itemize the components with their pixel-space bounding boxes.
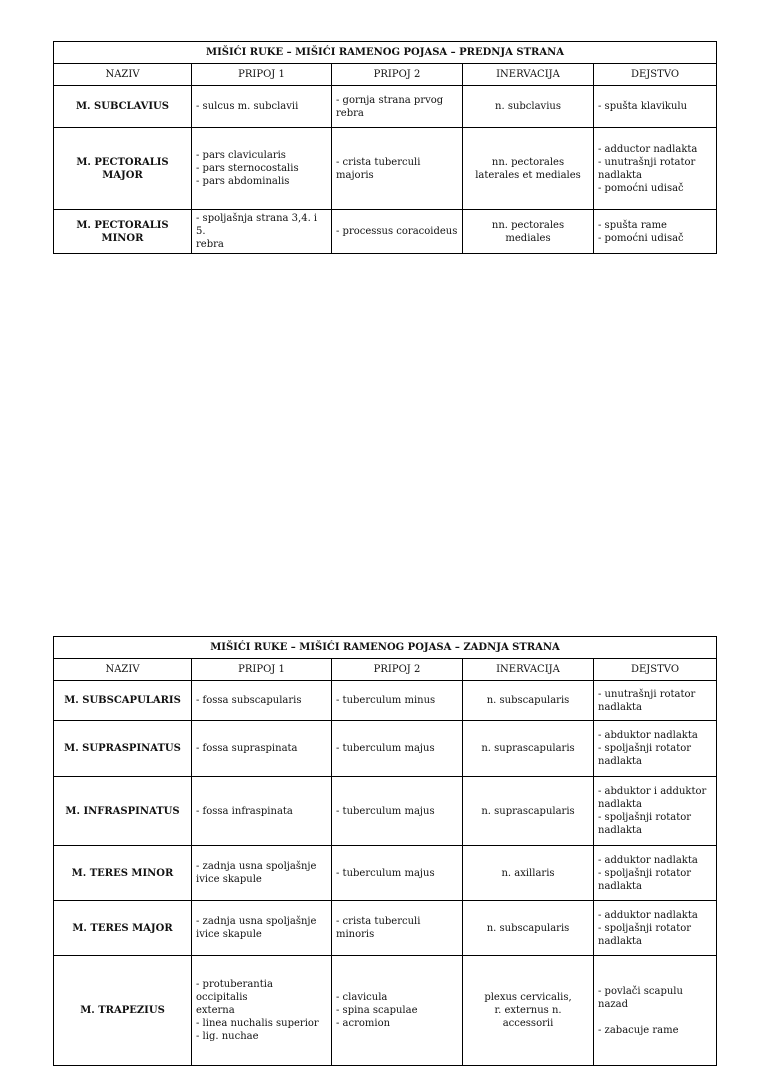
muscle-name: M. SUPRASPINATUS xyxy=(54,721,192,777)
inervacija-cell: n. suprascapularis xyxy=(463,777,594,846)
table-title: MIŠIĆI RUKE – MIŠIĆI RAMENOG POJASA – ZADNJA STRANA xyxy=(54,637,717,659)
header-dejstvo: DEJSTVO xyxy=(594,64,717,86)
header-naziv: NAZIV xyxy=(54,659,192,681)
pripoj-2-cell: - tuberculum majus xyxy=(332,777,463,846)
inervacija-cell: n. subscapularis xyxy=(463,681,594,721)
muscle-name: M. TRAPEZIUS xyxy=(54,956,192,1066)
muscle-table-back xyxy=(53,636,717,1066)
pripoj-2-cell: - crista tuberculi majoris xyxy=(332,128,463,210)
inervacija-cell: n. subclavius xyxy=(463,86,594,128)
dejstvo-cell: - abduktor nadlakta - spoljašnji rotator nadlakta xyxy=(594,721,717,777)
dejstvo-cell: - adductor nadlakta - unutrašnji rotator nadlakta - pomoćni udisač xyxy=(594,128,717,210)
dejstvo-cell: - unutrašnji rotator nadlakta xyxy=(594,681,717,721)
dejstvo-cell: - povlači scapulu nazad - zabacuje rame xyxy=(594,956,717,1066)
header-inervacija: INERVACIJA xyxy=(463,64,594,86)
header-inervacija: INERVACIJA xyxy=(463,659,594,681)
header-pripoj-2: PRIPOJ 2 xyxy=(332,64,463,86)
pripoj-1-cell: - fossa subscapularis xyxy=(192,681,332,721)
table-row xyxy=(54,86,717,128)
muscle-name: M. SUBSCAPULARIS xyxy=(54,681,192,721)
table-header-row xyxy=(54,64,717,86)
dejstvo-cell: - adduktor nadlakta - spoljašnji rotator nadlakta xyxy=(594,846,717,901)
table-header-row xyxy=(54,659,717,681)
table-row xyxy=(54,777,717,846)
pripoj-2-cell: - clavicula - spina scapulae - acromion xyxy=(332,956,463,1066)
pripoj-2-cell: - gornja strana prvog rebra xyxy=(332,86,463,128)
pripoj-1-cell: - spoljašnja strana 3,4. i 5. rebra xyxy=(192,210,332,254)
dejstvo-cell: - adduktor nadlakta - spoljašnji rotator nadlakta xyxy=(594,901,717,956)
pripoj-1-cell: - sulcus m. subclavii xyxy=(192,86,332,128)
header-pripoj-1: PRIPOJ 1 xyxy=(192,64,332,86)
pripoj-1-cell: - zadnja usna spoljašnje ivice skapule xyxy=(192,901,332,956)
table-row xyxy=(54,956,717,1066)
muscle-name: M. TERES MAJOR xyxy=(54,901,192,956)
header-pripoj-2: PRIPOJ 2 xyxy=(332,659,463,681)
pripoj-1-cell: - protuberantia occipitalis externa - linea nuchalis superior - lig. nuchae xyxy=(192,956,332,1066)
pripoj-2-cell: - tuberculum majus xyxy=(332,846,463,901)
inervacija-cell: nn. pectorales mediales xyxy=(463,210,594,254)
pripoj-1-cell: - pars clavicularis - pars sternocostalis - pars abdominalis xyxy=(192,128,332,210)
table-title: MIŠIĆI RUKE – MIŠIĆI RAMENOG POJASA – PREDNJA STRANA xyxy=(54,42,717,64)
pripoj-1-cell: - zadnja usna spoljašnje ivice skapule xyxy=(192,846,332,901)
pripoj-1-cell: - fossa infraspinata xyxy=(192,777,332,846)
table-row xyxy=(54,128,717,210)
muscle-table-front xyxy=(53,41,717,254)
header-naziv: NAZIV xyxy=(54,64,192,86)
dejstvo-cell: - spušta klavikulu xyxy=(594,86,717,128)
header-pripoj-1: PRIPOJ 1 xyxy=(192,659,332,681)
inervacija-cell: plexus cervicalis, r. externus n. accessorii xyxy=(463,956,594,1066)
table-row xyxy=(54,901,717,956)
inervacija-cell: n. axillaris xyxy=(463,846,594,901)
inervacija-cell: n. suprascapularis xyxy=(463,721,594,777)
pripoj-2-cell: - crista tuberculi minoris xyxy=(332,901,463,956)
dejstvo-cell: - abduktor i adduktor nadlakta - spoljašnji rotator nadlakta xyxy=(594,777,717,846)
dejstvo-cell: - spušta rame - pomoćni udisač xyxy=(594,210,717,254)
pripoj-2-cell: - processus coracoideus xyxy=(332,210,463,254)
muscle-name: M. PECTORALIS MAJOR xyxy=(54,128,192,210)
table-row xyxy=(54,681,717,721)
muscle-name: M. SUBCLAVIUS xyxy=(54,86,192,128)
table-row xyxy=(54,721,717,777)
table-row xyxy=(54,846,717,901)
muscle-name: M. TERES MINOR xyxy=(54,846,192,901)
muscle-name: M. INFRASPINATUS xyxy=(54,777,192,846)
inervacija-cell: nn. pectorales laterales et mediales xyxy=(463,128,594,210)
pripoj-2-cell: - tuberculum majus xyxy=(332,721,463,777)
pripoj-1-cell: - fossa supraspinata xyxy=(192,721,332,777)
inervacija-cell: n. subscapularis xyxy=(463,901,594,956)
muscle-name: M. PECTORALIS MINOR xyxy=(54,210,192,254)
pripoj-2-cell: - tuberculum minus xyxy=(332,681,463,721)
header-dejstvo: DEJSTVO xyxy=(594,659,717,681)
table-row xyxy=(54,210,717,254)
